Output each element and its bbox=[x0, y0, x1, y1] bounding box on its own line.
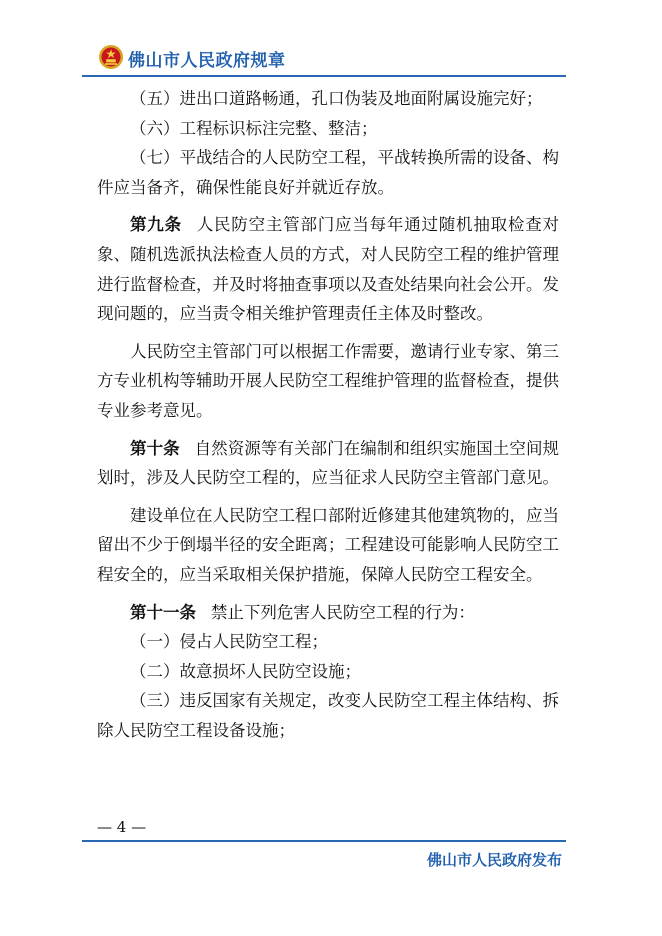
page-number: — 4 — bbox=[97, 818, 147, 836]
article-10-text: 自然资源等有关部门在编制和组织实施国土空间规划时，涉及人民防空工程的，应当征求人民防空主管部门意见。 bbox=[97, 438, 560, 488]
article-9-paragraph-2: 人民防空主管部门可以根据工作需要，邀请行业专家、第三方专业机构等辅助开展人民防空工程维护管理的监督检查，提供专业参考意见。 bbox=[97, 341, 559, 420]
footer-divider bbox=[82, 840, 566, 842]
article-10-label: 第十条 bbox=[130, 438, 180, 458]
national-emblem-icon bbox=[98, 44, 124, 70]
clause-item-6: （六）工程标识标注完整、整洁； bbox=[130, 118, 378, 138]
clause-item-7: （七）平战结合的人民防空工程，平战转换所需的设备、构件应当备齐，确保性能良好并就近存放。 bbox=[97, 148, 559, 197]
document-body bbox=[97, 84, 559, 745]
page-header bbox=[82, 40, 566, 76]
footer-publisher: 佛山市人民政府发布 bbox=[426, 851, 562, 869]
article-11-item-1: （一）侵占人民防空工程； bbox=[130, 632, 328, 652]
article-9-label: 第九条 bbox=[130, 215, 182, 235]
article-11-label: 第十一条 bbox=[130, 602, 196, 622]
article-9 bbox=[97, 210, 559, 328]
header-title: 佛山市人民政府规章 bbox=[128, 51, 286, 71]
article-11 bbox=[97, 598, 559, 628]
article-11-item-2: （二）故意损坏人民防空设施； bbox=[130, 661, 361, 681]
article-10-paragraph-2: 建设单位在人民防空工程口部附近修建其他建筑物的，应当留出不少于倒塌半径的安全距离；工程建设可能影响人民防空工程安全的，应当采取相关保护措施，保障人民防空工程安全。 bbox=[97, 505, 559, 584]
article-9-text: 人民防空主管部门应当每年通过随机抽取检查对象、随机选派执法检查人员的方式，对人民防空工程的维护管理进行监督检查，并及时将抽查事项以及查处结果向社会公开。发现问题的，应当责令相关维护管理责任主体及时整改。 bbox=[97, 215, 560, 324]
article-11-item-3: （三）违反国家有关规定，改变人民防空工程主体结构、拆除人民防空工程设备设施； bbox=[97, 691, 559, 740]
clause-item-5: （五）进出口道路畅通，孔口伪装及地面附属设施完好； bbox=[130, 89, 543, 108]
article-10 bbox=[97, 434, 559, 493]
header-divider bbox=[82, 75, 566, 77]
article-11-text: 禁止下列危害人民防空工程的行为： bbox=[210, 602, 475, 622]
